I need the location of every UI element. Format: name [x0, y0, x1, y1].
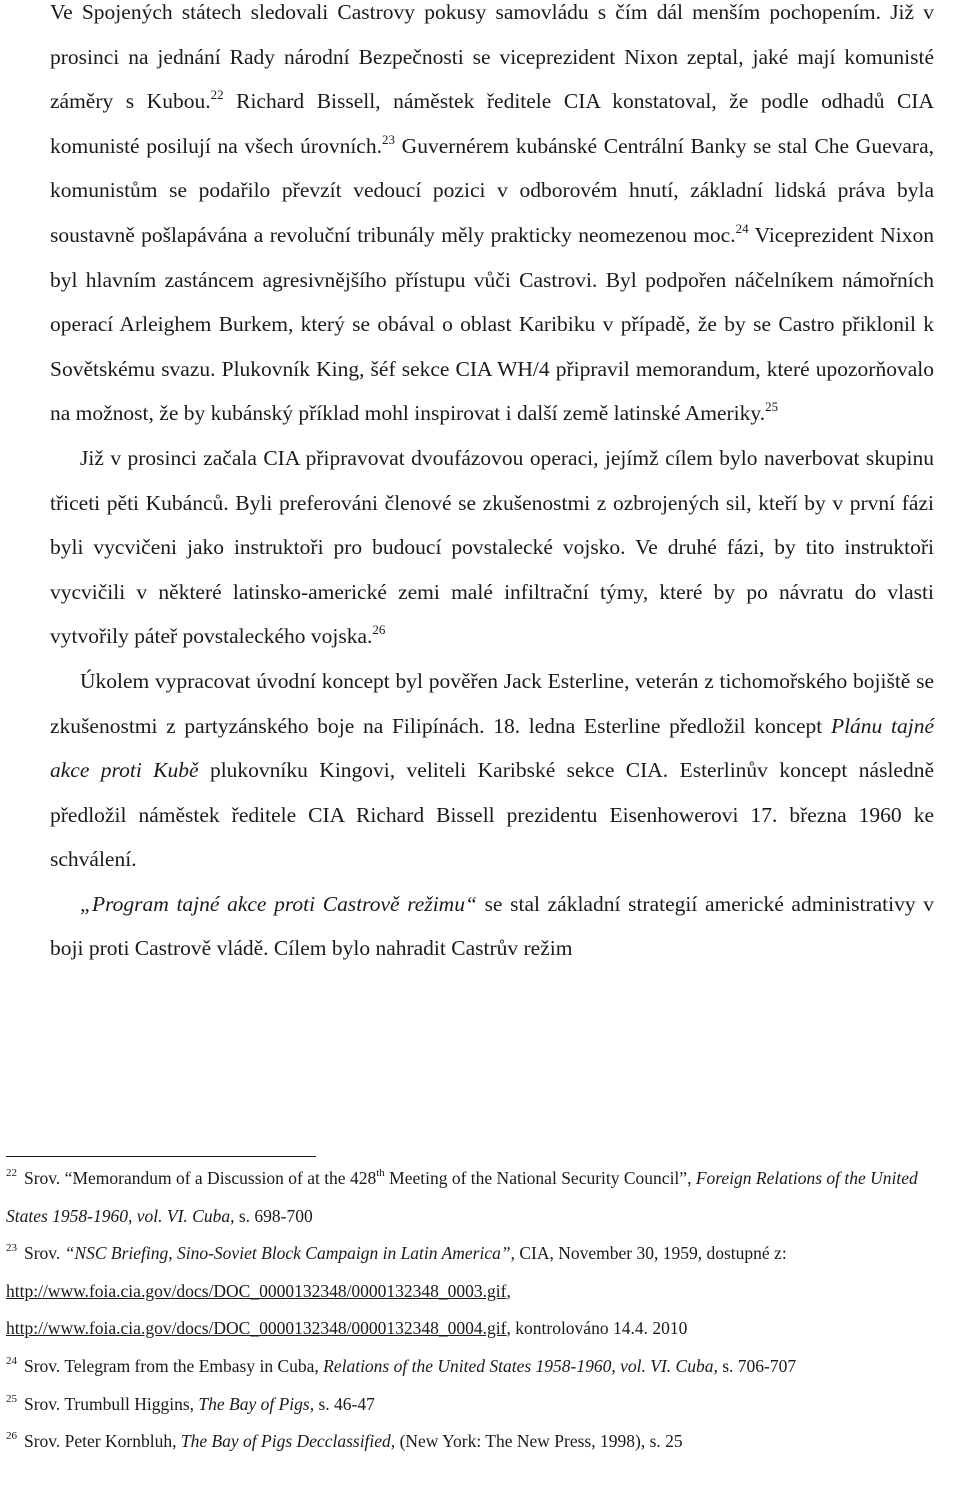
text-run: plukovníku Kingovi, veliteli Karibské sekce CIA. Esterlinův koncept následně předložil náměstek ředitele CIA Richard Bissell prezidentu Eisenhowerovi 17. března 1960 ke schválení.: [50, 758, 934, 872]
footnote-ref: 26: [372, 622, 386, 638]
paragraph: [50, 436, 934, 659]
text-run: Již v prosinci začala CIA připravovat dvoufázovou operaci, jejímž cílem bylo naverbovat skupinu třiceti pěti Kubánců. Byli preferováni členové se zkušenostmi z ozbrojených sil, kteří by v první fázi byli vycvičeni jako instruktoři pro budoucí povstalecké vojsko. Ve druhé fázi, by tito instruktoři vycvičili v některé latinsko-americké zemi malé infiltrační týmy, které by po návratu do vlasti vytvořily páteř povstaleckého vojska.: [50, 445, 934, 649]
footnote-number: 24: [6, 1354, 17, 1367]
text-run: , CIA, November 30, 1959, dostupné z:: [510, 1243, 787, 1264]
text-run: s. 46-47: [314, 1393, 375, 1414]
text-run: s. 698-700: [234, 1205, 313, 1226]
italic-text: The Bay of Pigs,: [198, 1393, 315, 1414]
text-run: Srov. “Memorandum of a Discussion of at the 428: [24, 1168, 377, 1188]
text-run: Srov. Telegram from the Embasy in Cuba,: [24, 1355, 324, 1376]
text-run: Úkolem vypracovat úvodní koncept byl pověřen Jack Esterline, veterán z tichomořského bojiště se zkušenostmi z partyzánského boje na Filipínách. 18. ledna Esterline předložil koncept: [50, 668, 934, 738]
footnote-ref: 23: [381, 131, 395, 147]
footnote: [6, 1423, 956, 1461]
text-run: Ve Spojených státech sledovali Castrovy pokusy samovládu s čím dál menším pochopením. Již v prosinci na jednání Rady národní Bezpečnosti se viceprezident Nixon zeptal, jaké mají komunisté záměry s Kubou.: [50, 0, 934, 114]
text-run: Richard Bissell, náměstek ředitele CIA konstatoval, že podle odhadů CIA komunisté posilují na všech úrovních.: [50, 89, 934, 158]
footnote-ref: 22: [210, 87, 224, 103]
footnote-number: 26: [6, 1430, 17, 1443]
footnote-number: 25: [6, 1392, 17, 1405]
paragraph: [50, 659, 934, 882]
italic-text: Foreign Relations of the United States 1958-1960, vol. VI. Cuba,: [6, 1168, 918, 1226]
text-run: se stal základní strategií americké administrativy v boji proti Castrově vládě. Cílem bylo nahradit Castrův režim: [50, 891, 934, 961]
text-run: , kontrolováno 14.4. 2010: [506, 1318, 688, 1339]
text-run: Guvernérem kubánské Centrální Banky se stal Che Guevara, komunistům se podařilo převzít vedoucí pozici v odborovém hnutí, základní lidská práva byla soustavně pošlapávána a revoluční tribunály měly prakticky neomezenou moc.: [50, 133, 934, 247]
footnote: [6, 1348, 956, 1386]
italic-text: The Bay of Pigs Decclassified,: [180, 1431, 396, 1452]
source-link[interactable]: http://www.foia.cia.gov/docs/DOC_0000132348/0000132348_0003.gif: [6, 1280, 507, 1301]
footnote-number: 23: [6, 1242, 17, 1255]
italic-text: „Program tajné akce proti Castrově režimu“: [80, 891, 477, 916]
italic-text: Plánu tajné akce proti Kubě: [50, 713, 934, 783]
text-run: Srov.: [24, 1243, 65, 1264]
italic-text: “NSC Briefing, Sino-Soviet Block Campaign in Latin America”: [64, 1243, 511, 1264]
text-run: Srov. Trumbull Higgins,: [24, 1393, 199, 1414]
body-text: [50, 0, 934, 971]
italic-text: Relations of the United States 1958-1960, vol. VI. Cuba,: [323, 1355, 718, 1376]
text-run: Viceprezident Nixon byl hlavním zastáncem agresivnějšího přístupu vůči Castrovi. Byl podpořen náčelníkem námořních operací Arleighem Burkem, který se obával o oblast Karibiku v případě, že by se Castro přiklonil k Sovětskému svazu. Plukovník King, šéf sekce CIA WH/4 připravil memorandum, které upozorňovalo na možnost, že by kubánský příklad mohl inspirovat i další země latinské Ameriky.: [50, 222, 934, 426]
footnote: [6, 1160, 956, 1235]
footnote-number: 22: [6, 1167, 17, 1179]
text-run: (New York: The New Press, 1998), s. 25: [395, 1431, 683, 1452]
footnote-ref: 24: [735, 220, 749, 236]
footnote: [6, 1386, 956, 1424]
footnote-separator: [6, 1156, 316, 1157]
footnote: [6, 1235, 956, 1348]
paragraph: [50, 0, 934, 436]
footnote-ref: th: [376, 1167, 385, 1179]
source-link[interactable]: http://www.foia.cia.gov/docs/DOC_0000132348/0000132348_0004.gif: [6, 1318, 507, 1339]
footnotes: [6, 1160, 956, 1461]
paragraph: [50, 882, 934, 971]
text-run: s. 706-707: [717, 1355, 797, 1376]
text-run: Meeting of the National Security Council”,: [384, 1168, 696, 1188]
text-run: ,: [506, 1280, 511, 1301]
footnote-ref: 25: [765, 399, 779, 415]
text-run: Srov. Peter Kornbluh,: [24, 1431, 181, 1452]
